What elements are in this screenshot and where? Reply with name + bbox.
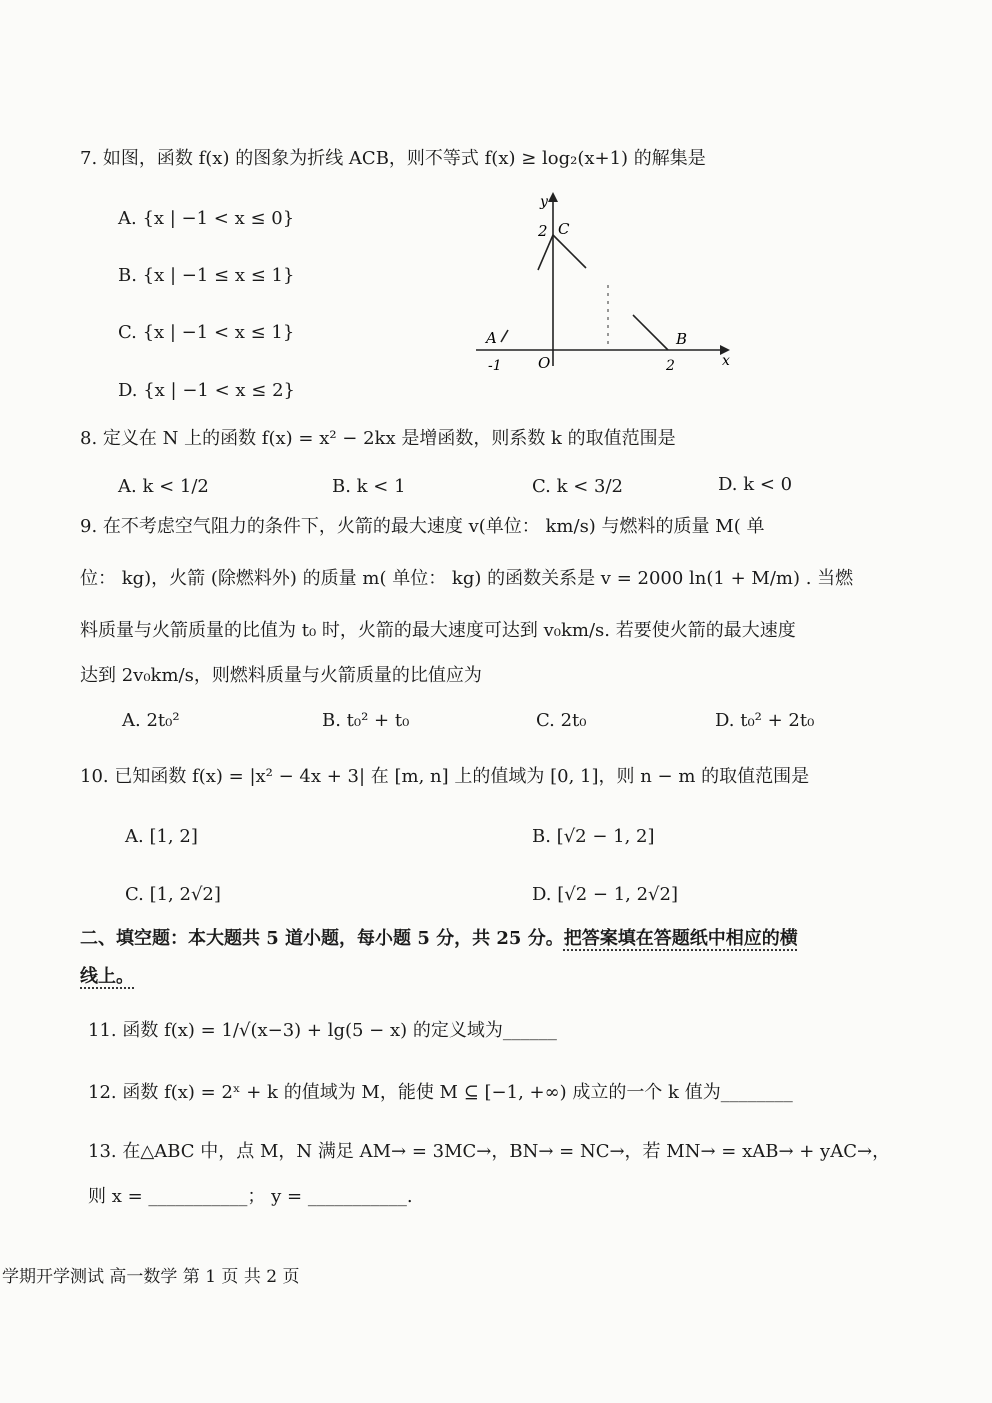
- q8-option-c: C. k < 3/2: [532, 476, 623, 497]
- point-b-label: B: [676, 330, 688, 348]
- section-2-heading-emphasis: 把答案填在答题纸中相应的横: [563, 928, 798, 949]
- q10-option-c: C. [1, 2√2]: [125, 884, 221, 905]
- q7-option-a: A. {x | −1 < x ≤ 0}: [118, 208, 295, 229]
- q9-option-c: C. 2t₀: [536, 710, 587, 731]
- q10-option-a: A. [1, 2]: [125, 826, 198, 847]
- q9-option-d: D. t₀² + 2t₀: [715, 710, 815, 731]
- q8-option-a: A. k < 1/2: [118, 476, 209, 497]
- q7-option-d: D. {x | −1 < x ≤ 2}: [118, 380, 295, 401]
- page-footer: 学期开学测试 高一数学 第 1 页 共 2 页: [2, 1267, 300, 1287]
- point-c-label: C: [558, 220, 570, 238]
- section-2-heading-plain: 二、填空题：本大题共 5 道小题，每小题 5 分，共 25 分。: [80, 928, 564, 949]
- q9-line-2: 位： kg)，火箭 (除燃料外) 的质量 m( 单位： kg) 的函数关系是 v = 2000 ln(1 + M/m) . 当燃: [80, 568, 854, 589]
- tick-y-2: 2: [538, 222, 548, 240]
- segment-ac-upper: [538, 235, 553, 270]
- q9-line-3: 料质量与火箭质量的比值为 t₀ 时，火箭的最大速度可达到 v₀km/s. 若要使火箭的最大速度: [80, 620, 796, 641]
- q8-stem: 8. 定义在 N 上的函数 f(x) = x² − 2kx 是增函数，则系数 k 的取值范围是: [80, 428, 676, 449]
- q10-stem: 10. 已知函数 f(x) = |x² − 4x + 3| 在 [m, n] 上的值域为 [0, 1]，则 n − m 的取值范围是: [80, 766, 810, 787]
- tick-x-neg1: -1: [488, 358, 502, 374]
- segment-cb-lower: [633, 315, 668, 350]
- q10-option-d: D. [√2 − 1, 2√2]: [532, 884, 678, 905]
- q9-line-4: 达到 2v₀km/s，则燃料质量与火箭质量的比值应为: [80, 665, 482, 686]
- q7-graph: [468, 190, 738, 380]
- segment-cb-upper: [553, 235, 586, 268]
- y-axis-label: y: [540, 194, 548, 210]
- q10-option-b: B. [√2 − 1, 2]: [532, 826, 655, 847]
- section-2-heading-line-2: 线上。: [80, 966, 134, 987]
- q7-option-b: B. {x | −1 ≤ x ≤ 1}: [118, 265, 295, 286]
- section-2-heading: [80, 930, 798, 948]
- q13-line-2: 则 x = ___________； y = ___________.: [88, 1186, 413, 1207]
- origin-label: O: [538, 354, 551, 372]
- q9-option-b: B. t₀² + t₀: [322, 710, 410, 731]
- x-axis-label: x: [722, 353, 730, 369]
- q8-option-b: B. k < 1: [332, 476, 406, 497]
- q9-option-a: A. 2t₀²: [122, 710, 180, 731]
- q13-line-1: 13. 在△ABC 中，点 M，N 满足 AM→ = 3MC→，BN→ = NC→，若 MN→ = xAB→ + yAC→，: [88, 1141, 891, 1162]
- q7-option-c: C. {x | −1 < x ≤ 1}: [118, 322, 295, 343]
- tick-x-2: 2: [666, 358, 675, 374]
- segment-ac-lower: [501, 330, 508, 342]
- q7-stem: 7. 如图，函数 f(x) 的图象为折线 ACB，则不等式 f(x) ≥ log₂(x+1) 的解集是: [80, 148, 706, 169]
- q9-line-1: 9. 在不考虑空气阻力的条件下，火箭的最大速度 v(单位： km/s) 与燃料的质量 M( 单: [80, 516, 765, 537]
- q8-option-d: D. k < 0: [718, 474, 793, 495]
- point-a-label: A: [486, 329, 497, 347]
- q11-stem: 11. 函数 f(x) = 1/√(x−3) + lg(5 − x) 的定义域为______: [88, 1020, 557, 1041]
- y-axis-arrow: [548, 192, 558, 202]
- q12-stem: 12. 函数 f(x) = 2ˣ + k 的值域为 M，能使 M ⊆ [−1, +∞) 成立的一个 k 值为________: [88, 1082, 793, 1103]
